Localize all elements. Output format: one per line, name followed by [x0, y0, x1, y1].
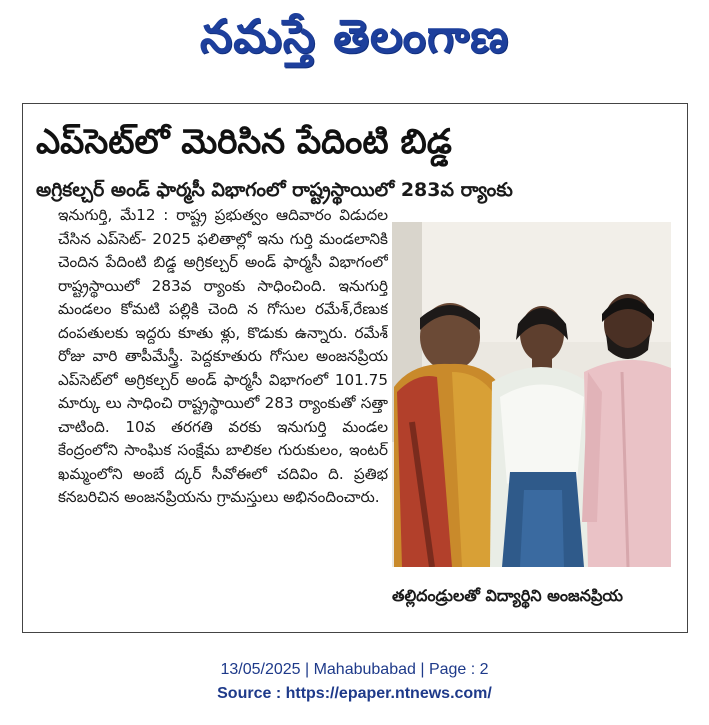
article-headline: ఎప్‌సెట్‌లో మెరిసిన పేదింటి బిడ్డ: [36, 122, 452, 162]
photo-caption: తల్లిదండ్రులతో విద్యార్థిని అంజనప్రియ: [392, 586, 623, 605]
newspaper-masthead: [0, 2, 709, 82]
footer-source-label: Source :: [217, 685, 286, 702]
article-photo: [392, 222, 671, 567]
masthead-title: నమస్తే తెలంగాణ: [199, 9, 510, 63]
footer-source: [0, 685, 709, 703]
footer-source-url: https://epaper.ntnews.com/: [285, 685, 492, 702]
footer-date-edition-page: 13/05/2025 | Mahabubabad | Page : 2: [220, 661, 489, 678]
article-subheadline: అగ్రికల్చర్ అండ్ ఫార్మసీ విభాగంలో రాష్ట్రస్థాయిలో 283వ ర్యాంకు: [36, 179, 513, 201]
article-body: ఇనుగుర్తి, మే12 : రాష్ట్ర ప్రభుత్వం ఆదివారం విడుదల చేసిన ఎప్‌సెట్- 2025 ఫలితాల్లో ఇను గుర్తి మండలానికి చెందిన పేదింటి బిడ్డ అగ్రికల్చర్ అండ్ ఫార్మసీ విభాగంలో రాష్ట్రస్థాయిలో 283వ ర్యాంకు సాధించింది. ఇనుగుర్తి మండలం కోమటి పల్లికి చెంది న గోసుల రమేశ్,రేణుక దంపతులకు ఇద్దరు కూతు ళ్లు, కొడుకు ఉన్నారు. రమేశ్ రోజు వారి తాపీమేస్త్రీ. పెద్దకూతురు గోసుల అంజనప్రియ ఎప్‌సెట్‌లో అగ్రికల్చర్ అండ్ ఫార్మసీ విభాగంలో 101.75 మార్కు లు సాధించి రాష్ట్రస్థాయిలో 283 ర్యాంకుతో సత్తా చాటింది. 10వ తరగతి వరకు ఇనుగుర్తి మండల కేంద్రంలోని సాంఘిక సంక్షేమ బాలికల గురుకులం, ఇంటర్ ఖమ్మంలోని అంబే ద్కర్ సీవోఈలో చదివిం ది. ప్రతిభ కనబరిచిన అంజనప్రియను గ్రామస్తులు అభినందించారు.: [58, 206, 388, 506]
